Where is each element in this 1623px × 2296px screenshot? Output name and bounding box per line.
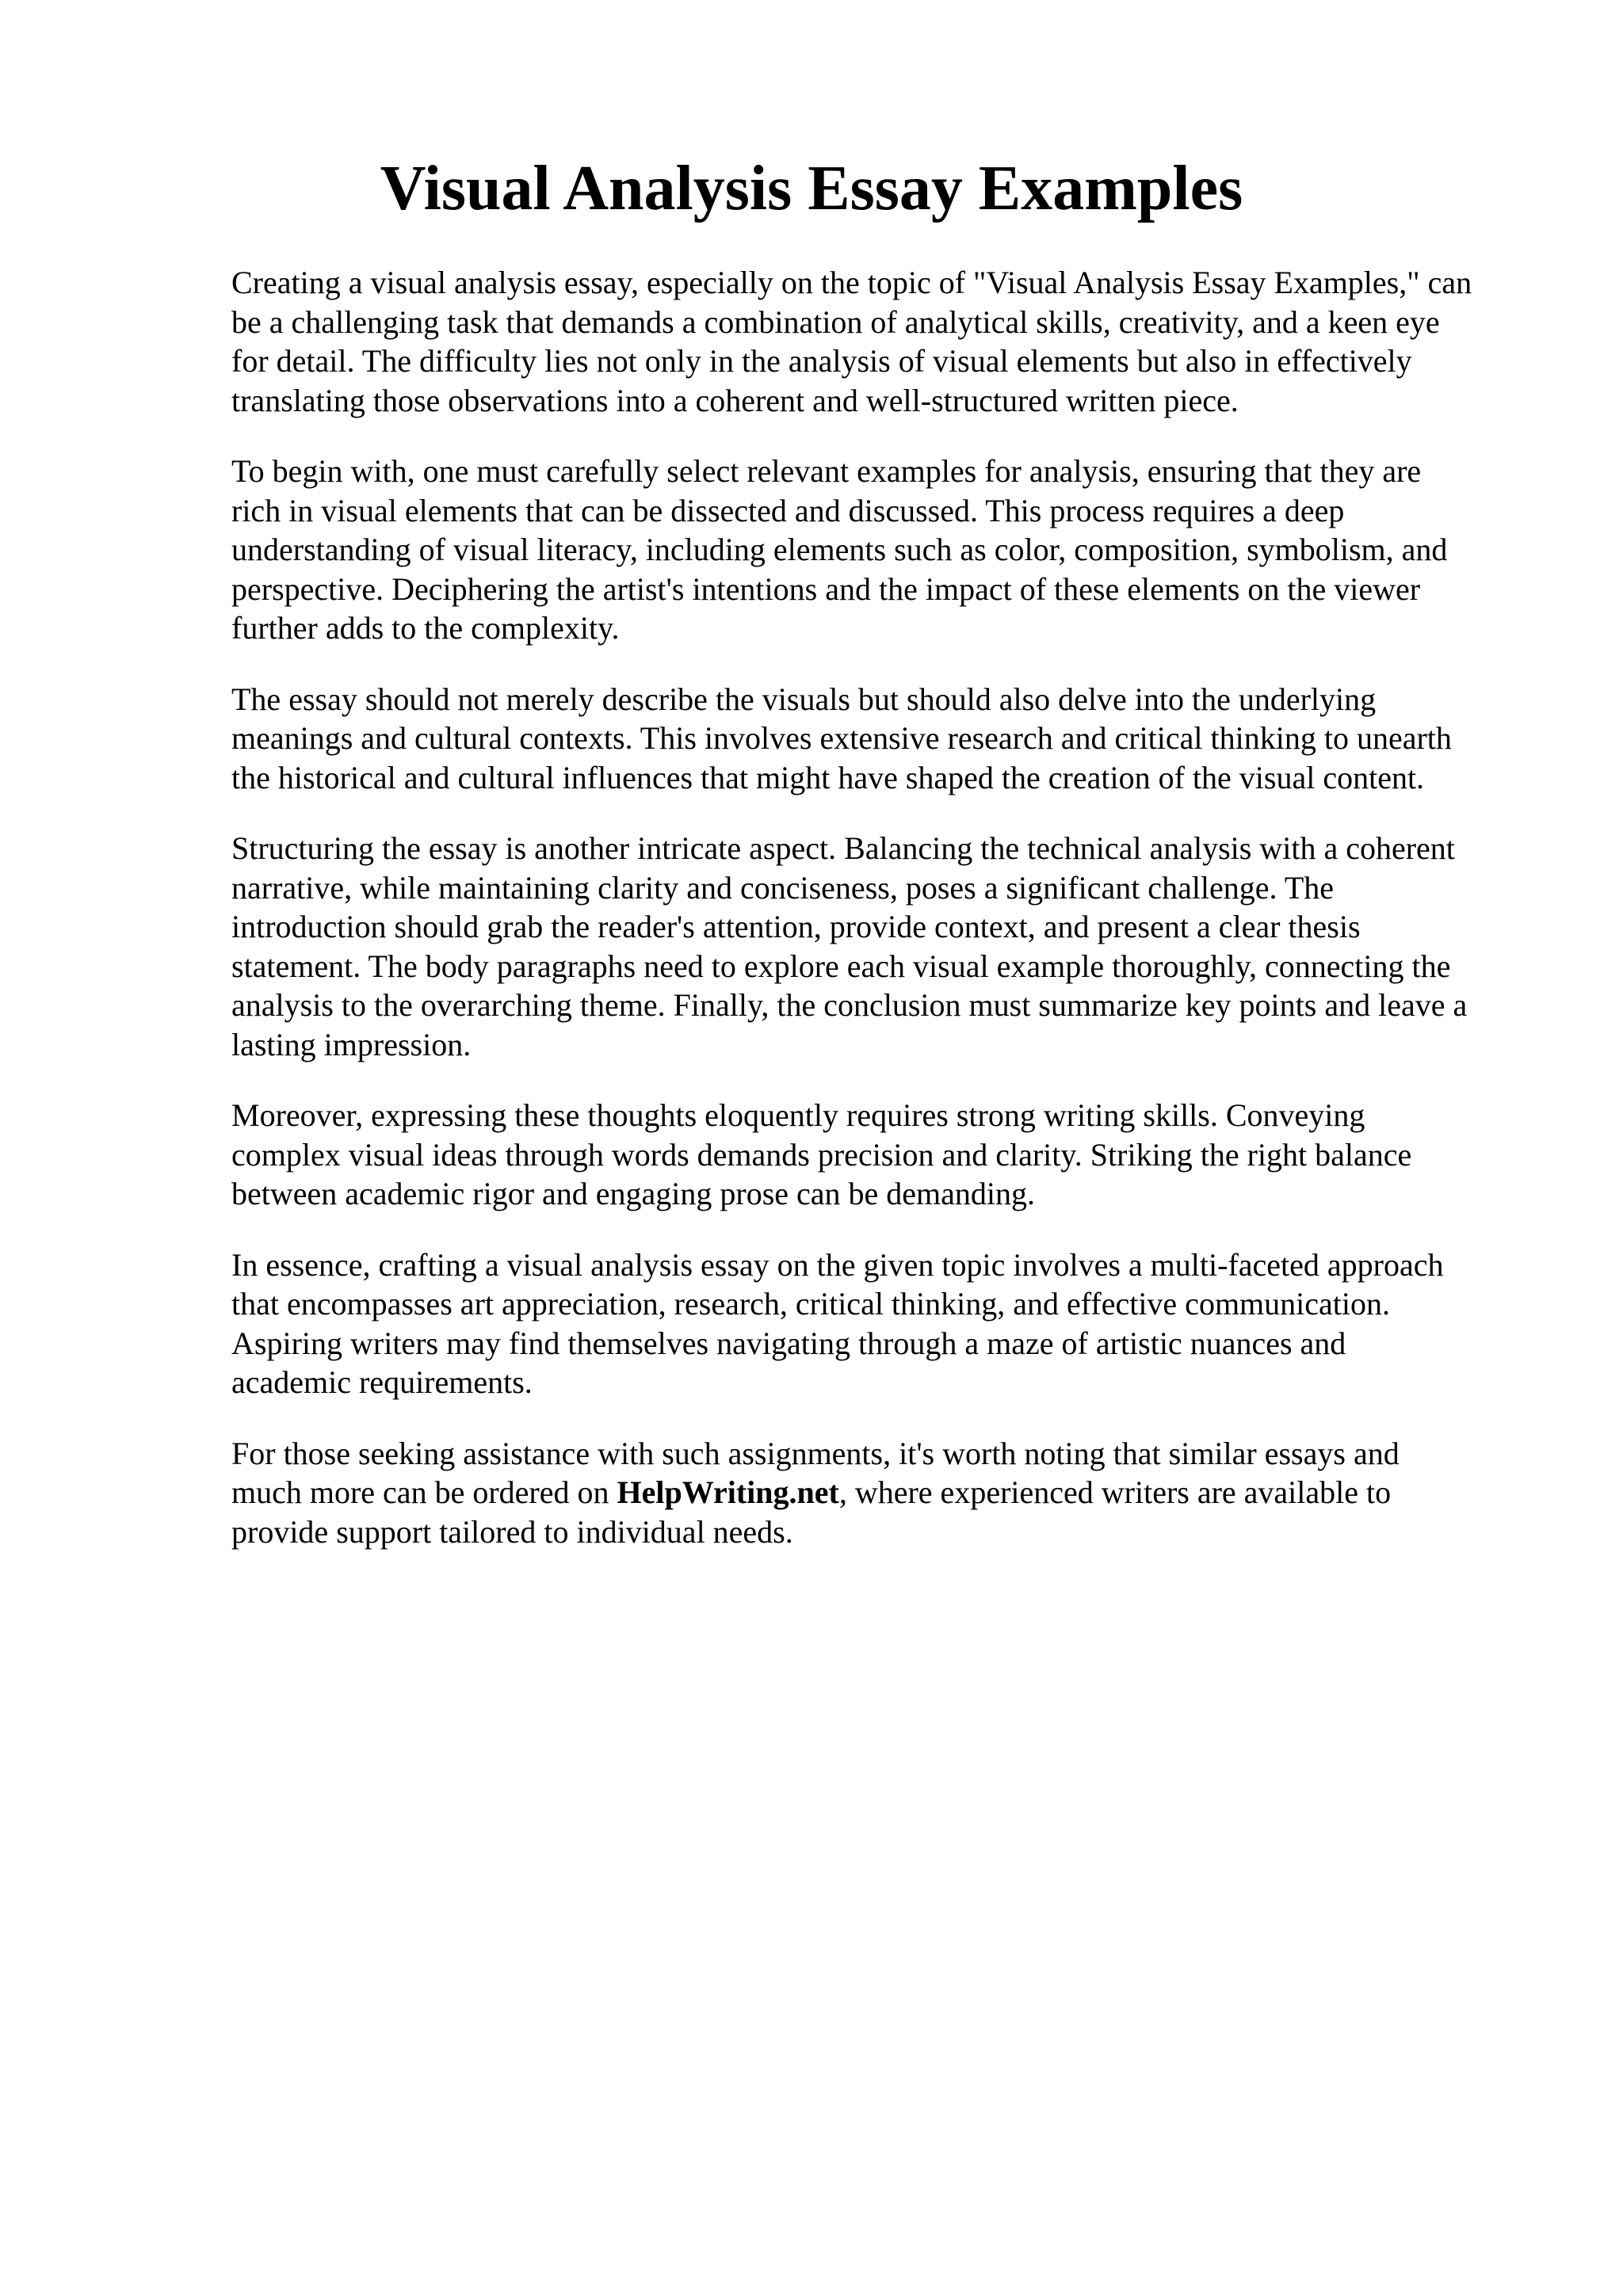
text-line: statement. The body paragraphs need to explore each visual example thoroughly, connecting the bbox=[231, 948, 1451, 984]
paragraph-intro bbox=[231, 263, 1531, 420]
text-line: rich in visual elements that can be dissected and discussed. This process requires a deep bbox=[231, 492, 1345, 528]
paragraph-context bbox=[231, 680, 1531, 798]
text-line: for detail. The difficulty lies not only in the analysis of visual elements but also in effectively bbox=[231, 343, 1412, 379]
text-line: the historical and cultural influences that might have shaped the creation of the visual content. bbox=[231, 759, 1425, 795]
document-body bbox=[231, 263, 1531, 1583]
text-line: introduction should grab the reader's attention, provide context, and present a clear thesis bbox=[231, 909, 1361, 944]
text-line: translating those observations into a coherent and well-structured written piece. bbox=[231, 382, 1239, 418]
helpwriting-link[interactable]: HelpWriting.net bbox=[617, 1474, 839, 1510]
text-line: be a challenging task that demands a combination of analytical skills, creativity, and a keen eye bbox=[231, 303, 1440, 340]
paragraph-essence bbox=[231, 1245, 1531, 1402]
text-line: meanings and cultural contexts. This involves extensive research and critical thinking to unearth bbox=[231, 720, 1452, 756]
text-line: The essay should not merely describe the visuals but should also delve into the underlying bbox=[231, 681, 1377, 717]
text-line: understanding of visual literacy, including elements such as color, composition, symbolism, and bbox=[231, 532, 1448, 567]
text-line: that encompasses art appreciation, research, critical thinking, and effective communication. bbox=[231, 1286, 1391, 1322]
text-line: provide support tailored to individual needs. bbox=[231, 1513, 793, 1550]
paragraph-assistance bbox=[231, 1434, 1531, 1552]
text-line: Moreover, expressing these thoughts eloquently requires strong writing skills. Conveying bbox=[231, 1097, 1365, 1133]
text-line: For those seeking assistance with such assignments, it's worth noting that similar essays and bbox=[231, 1435, 1400, 1471]
text-line: lasting impression. bbox=[231, 1026, 472, 1062]
text-line: In essence, crafting a visual analysis essay on the given topic involves a multi-faceted approach bbox=[231, 1246, 1444, 1283]
text-line: analysis to the overarching theme. Finally, the conclusion must summarize key points and leave a bbox=[231, 987, 1468, 1023]
text-line: further adds to the complexity. bbox=[231, 610, 620, 646]
paragraph-examples bbox=[231, 452, 1531, 648]
paragraph-writing-skills bbox=[231, 1096, 1531, 1214]
text-line: Structuring the essay is another intricate aspect. Balancing the technical analysis with a coherent bbox=[231, 830, 1455, 866]
paragraph-structure bbox=[231, 829, 1531, 1064]
text-line-with-link bbox=[231, 1473, 1531, 1512]
text-line: complex visual ideas through words demands precision and clarity. Striking the right balance bbox=[231, 1136, 1412, 1173]
text-line: perspective. Deciphering the artist's intentions and the impact of these elements on the viewer bbox=[231, 570, 1421, 607]
text-line: To begin with, one must carefully select relevant examples for analysis, ensuring that they are bbox=[231, 453, 1422, 489]
text-before-link: much more can be ordered on bbox=[231, 1474, 609, 1510]
text-line: Aspiring writers may find themselves navigating through a maze of artistic nuances and bbox=[231, 1325, 1346, 1361]
text-after-link: , where experienced writers are available to bbox=[838, 1474, 1392, 1510]
text-line: between academic rigor and engaging prose can be demanding. bbox=[231, 1176, 1036, 1211]
document-title: Visual Analysis Essay Examples bbox=[380, 154, 1243, 223]
text-line: narrative, while maintaining clarity and conciseness, poses a significant challenge. The bbox=[231, 869, 1335, 906]
text-line: Creating a visual analysis essay, especially on the topic of "Visual Analysis Essay Examples," can bbox=[231, 265, 1472, 300]
text-line: academic requirements. bbox=[231, 1364, 533, 1400]
